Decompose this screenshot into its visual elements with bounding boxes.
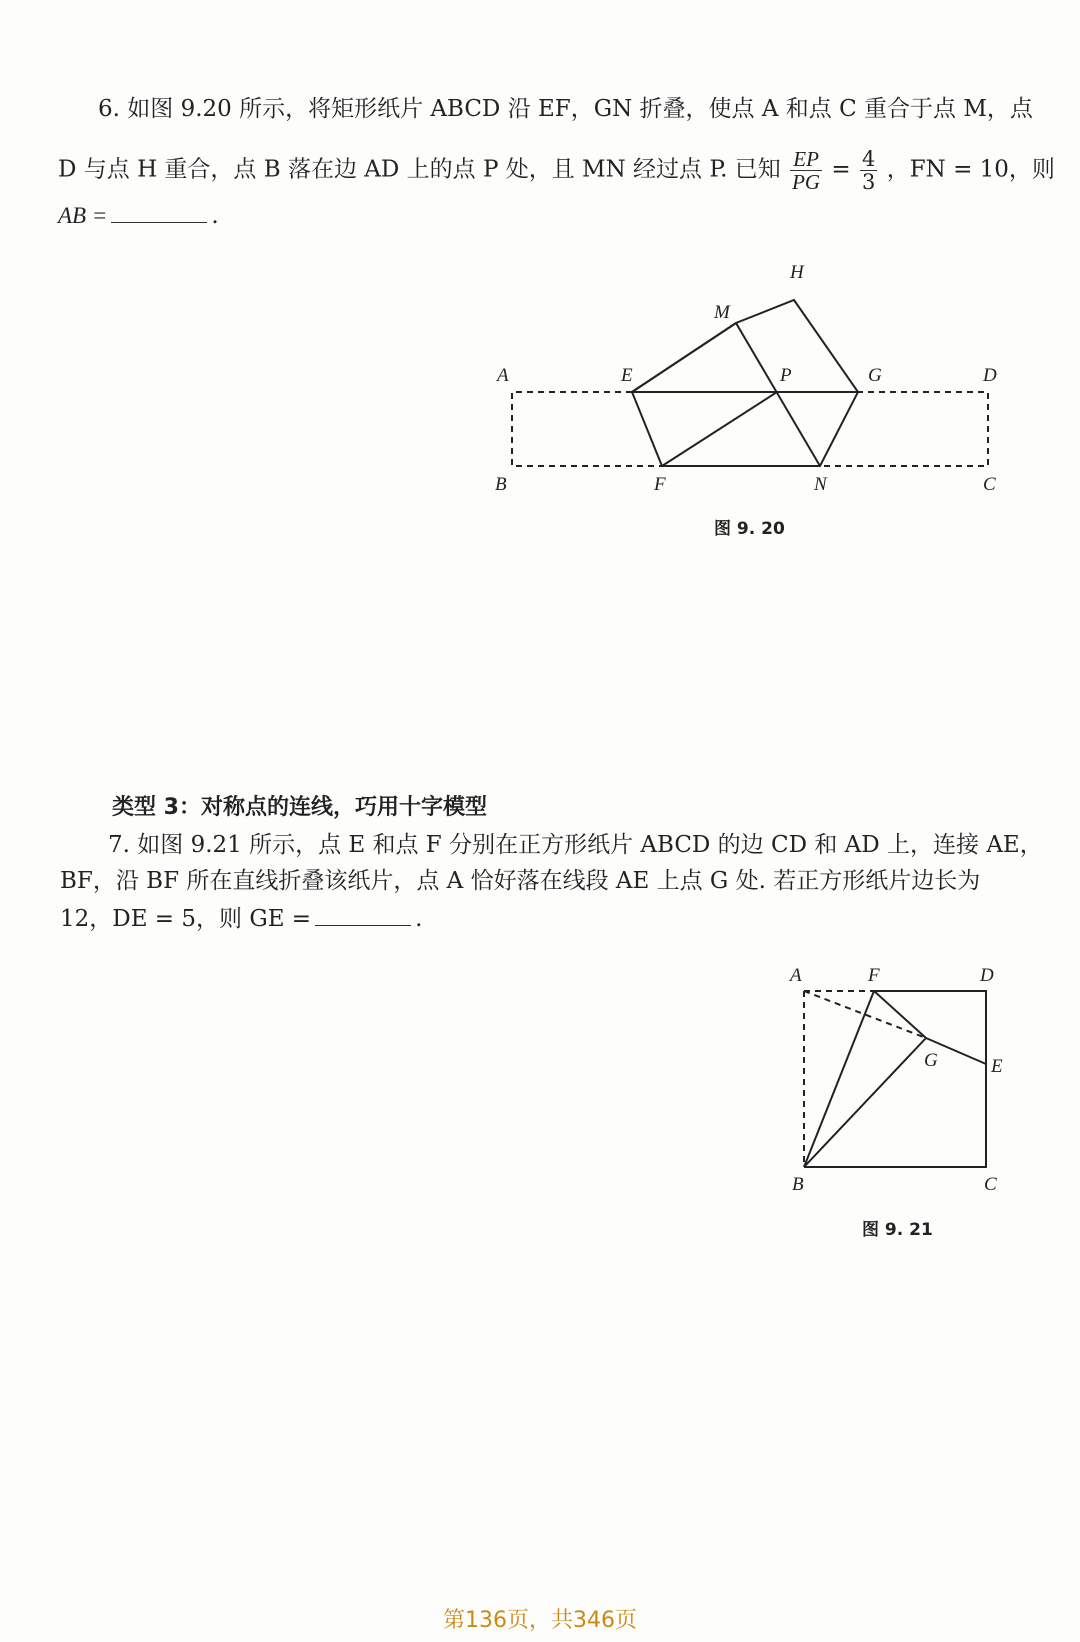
page-counter: 第136页，共346页 — [443, 1608, 637, 1633]
label-M: M — [714, 302, 730, 323]
q6-line-1: 6. 如图 9.20 所示，将矩形纸片 ABCD 沿 EF，GN 折叠，使点 A 和点 C 重合于点 M，点 — [98, 96, 1033, 122]
segment-bf — [804, 991, 874, 1167]
label-B-921: B — [792, 1174, 804, 1195]
frac2-numerator: 4 — [862, 147, 876, 171]
q7-line-2: BF，沿 BF 所在直线折叠该纸片，点 A 恰好落在线段 AE 上点 G 处. 若正方形纸片边长为 — [60, 868, 981, 894]
q7-line-3-text: 12，DE = 5，则 GE = — [60, 906, 312, 932]
q7-line-1: 7. 如图 9.21 所示，点 E 和点 F 分别在正方形纸片 ABCD 的边 CD 和 AD 上，连接 AE， — [108, 832, 1043, 858]
label-C: C — [983, 474, 996, 495]
section-title: 类型 3：对称点的连线，巧用十字模型 — [112, 795, 487, 820]
frac-numerator: EP — [790, 148, 822, 171]
q7-period: . — [415, 906, 423, 932]
q6-period: . — [211, 203, 219, 229]
caption-9-20: 图 9. 20 — [714, 519, 785, 539]
q6-line-2-text: D 与点 H 重合，点 B 落在边 AD 上的点 P 处，且 MN 经过点 P. 已知 — [58, 156, 781, 183]
q6-ab-label: AB = — [58, 203, 108, 228]
label-D: D — [983, 365, 997, 386]
q6-line-2-tail: ，FN = 10，则 — [886, 156, 1055, 183]
label-A-921: A — [790, 965, 802, 986]
segment-gb — [804, 1038, 926, 1167]
label-G-921: G — [924, 1050, 938, 1071]
label-G: G — [868, 365, 882, 386]
label-D-921: D — [980, 965, 994, 986]
label-F-921: F — [868, 965, 880, 986]
label-E-921: E — [991, 1056, 1003, 1077]
frac-denominator: PG — [792, 170, 821, 194]
label-N: N — [814, 474, 827, 495]
square-solid-edges — [804, 991, 986, 1167]
label-B: B — [495, 474, 507, 495]
label-A: A — [497, 365, 509, 386]
label-E: E — [621, 365, 633, 386]
label-C-921: C — [984, 1174, 997, 1195]
label-F: F — [654, 474, 666, 495]
label-P: P — [780, 365, 792, 386]
frac2-denominator: 3 — [862, 170, 876, 194]
label-H: H — [790, 262, 804, 283]
equals-sign: = — [831, 156, 851, 183]
caption-9-21: 图 9. 21 — [862, 1220, 933, 1240]
segment-fg — [874, 991, 926, 1038]
